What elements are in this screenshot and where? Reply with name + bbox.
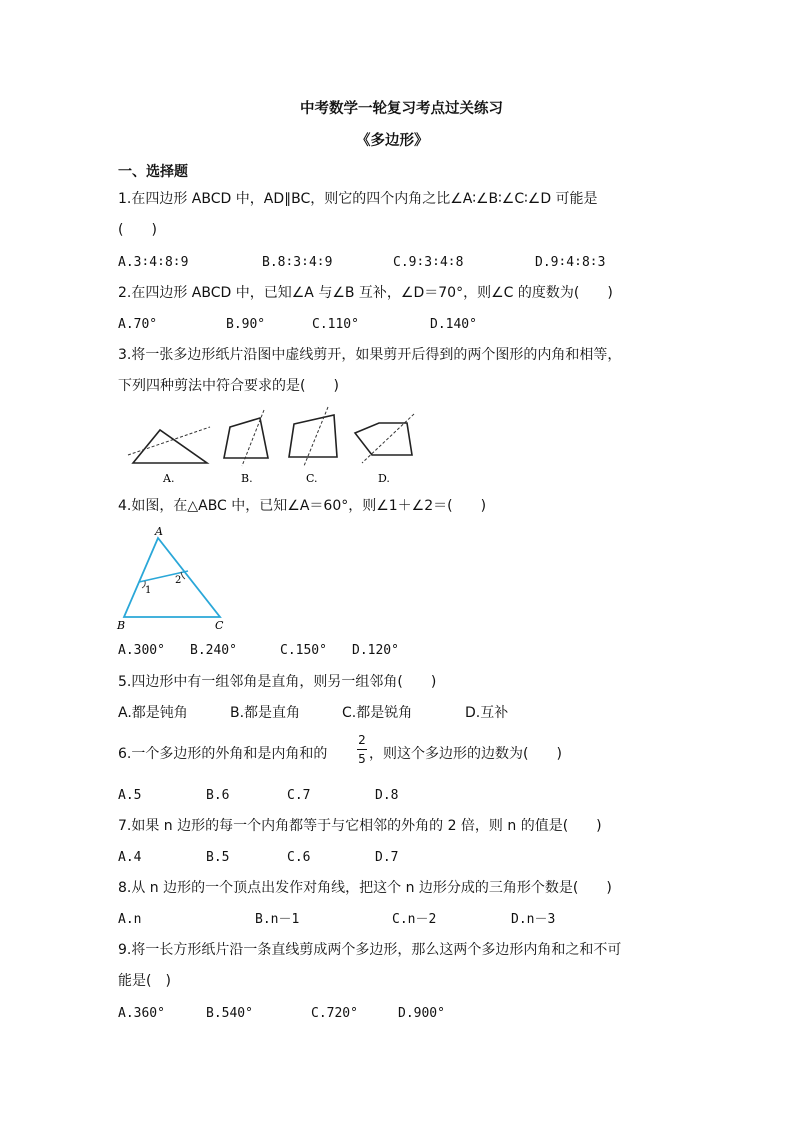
question-4-text: 4.如图，在△ABC 中，已知∠A＝60°，则∠1＋∠2＝( ) bbox=[118, 498, 487, 514]
q6-option-d: D.8 bbox=[375, 788, 399, 803]
question-6-text bbox=[118, 745, 327, 763]
page-title: 中考数学一轮复习考点过关练习 bbox=[300, 101, 503, 117]
q7-option-c: C.6 bbox=[287, 850, 311, 865]
q7-option-d: D.7 bbox=[375, 850, 399, 865]
question-2-text: 2.在四边形 ABCD 中，已知∠A 与∠B 互补，∠D＝70°，则∠C 的度数为( ) bbox=[118, 285, 613, 301]
q5-option-c: C.都是锐角 bbox=[342, 705, 413, 721]
q8-option-c: C.n－2 bbox=[392, 912, 437, 927]
q3-label-b: B. bbox=[241, 472, 253, 485]
q3-label-d: D. bbox=[378, 472, 390, 485]
q4-angle-2-label: 2 bbox=[175, 575, 182, 586]
q5-option-a: A.都是钝角 bbox=[118, 705, 188, 721]
q2-option-d: D.140° bbox=[430, 317, 477, 332]
q4-vertex-c: C bbox=[215, 619, 224, 632]
question-7-text: 7.如果 n 边形的每一个内角都等于与它相邻的外角的 2 倍，则 n 的值是( ) bbox=[118, 818, 602, 834]
q4-option-d: D.120° bbox=[352, 643, 399, 658]
q9-option-c: C.720° bbox=[311, 1006, 358, 1021]
q4-vertex-b: B bbox=[117, 619, 126, 632]
q6-option-b: B.6 bbox=[206, 788, 230, 803]
question-8-text: 8.从 n 边形的一个顶点出发作对角线，把这个 n 边形分成的三角形个数是( ) bbox=[118, 880, 612, 896]
question-3-text: 3.将一张多边形纸片沿图中虚线剪开，如果剪开后得到的两个图形的内角和相等， bbox=[118, 347, 622, 363]
q8-option-b: B.n－1 bbox=[255, 912, 300, 927]
q2-option-b: B.90° bbox=[226, 317, 266, 332]
q2-option-c: C.110° bbox=[312, 317, 359, 332]
q6-prefix: 6.一个多边形的外角和是内角和的 bbox=[118, 746, 328, 762]
q7-option-b: B.5 bbox=[206, 850, 230, 865]
q1-option-b: B.8∶3∶4∶9 bbox=[262, 255, 333, 270]
section-heading: 一、选择题 bbox=[118, 164, 188, 180]
q3-label-c: C. bbox=[306, 472, 318, 485]
q9-option-b: B.540° bbox=[206, 1006, 253, 1021]
q6-fraction-bar bbox=[357, 749, 367, 750]
question-9-text: 9.将一长方形纸片沿一条直线剪成两个多边形，那么这两个多边形内角和之和不可 bbox=[118, 942, 622, 958]
question-1-blank: ( ) bbox=[118, 222, 157, 238]
q7-option-a: A.4 bbox=[118, 850, 142, 865]
q8-option-d: D.n－3 bbox=[511, 912, 556, 927]
q6-suffix: ，则这个多边形的边数为( ) bbox=[369, 746, 562, 762]
q9-option-d: D.900° bbox=[398, 1006, 445, 1021]
q6-option-a: A.5 bbox=[118, 788, 142, 803]
q5-option-b: B.都是直角 bbox=[230, 705, 301, 721]
q3-label-a: A. bbox=[163, 472, 175, 485]
q4-angle-1-label: 1 bbox=[145, 585, 152, 596]
q6-fraction-numerator: 2 bbox=[358, 733, 366, 747]
q1-option-d: D.9∶4∶8∶3 bbox=[535, 255, 606, 270]
q5-option-d: D.互补 bbox=[465, 705, 509, 721]
q2-option-a: A.70° bbox=[118, 317, 158, 332]
q4-option-c: C.150° bbox=[280, 643, 327, 658]
question-9-text-2: 能是( ) bbox=[118, 973, 171, 989]
q8-option-a: A.n bbox=[118, 912, 142, 927]
question-5-text: 5.四边形中有一组邻角是直角，则另一组邻角( ) bbox=[118, 674, 437, 690]
page-subtitle: 《多边形》 bbox=[356, 133, 429, 149]
q6-fraction-denominator: 5 bbox=[358, 752, 366, 766]
q1-option-c: C.9∶3∶4∶8 bbox=[393, 255, 464, 270]
question-1-text: 1.在四边形 ABCD 中，AD∥BC，则它的四个内角之比∠A∶∠B∶∠C∶∠D 可能是 bbox=[118, 191, 598, 207]
q4-option-b: B.240° bbox=[190, 643, 237, 658]
q6-option-c: C.7 bbox=[287, 788, 311, 803]
question-3-text-2: 下列四种剪法中符合要求的是( ) bbox=[118, 378, 339, 394]
q1-option-a: A.3∶4∶8∶9 bbox=[118, 255, 189, 270]
q4-vertex-a: A bbox=[155, 525, 163, 538]
q9-option-a: A.360° bbox=[118, 1006, 165, 1021]
q4-option-a: A.300° bbox=[118, 643, 165, 658]
